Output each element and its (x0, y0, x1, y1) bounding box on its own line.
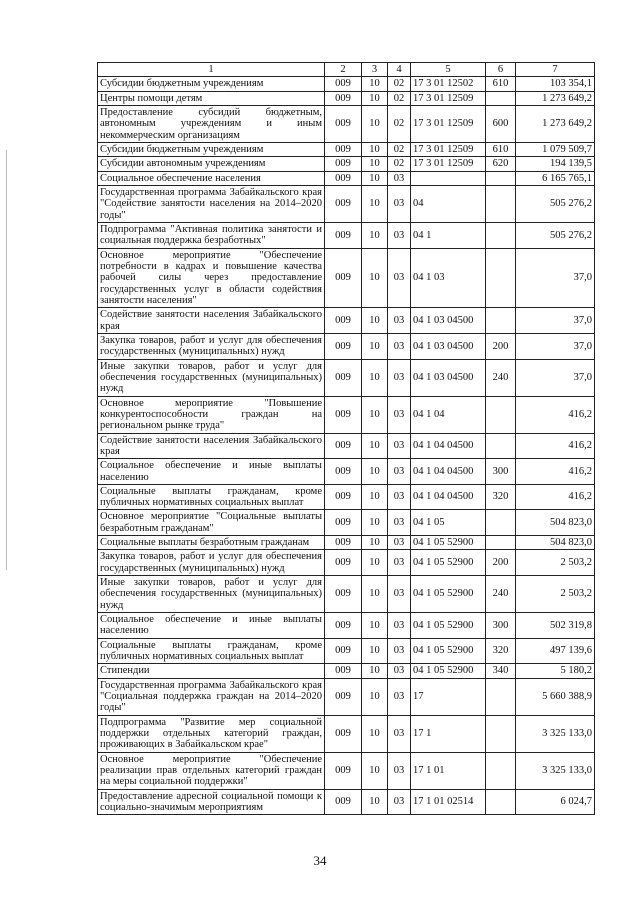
row-pr-cell: 03 (388, 576, 411, 613)
row-sum-cell: 416,2 (516, 433, 595, 459)
row-pr-cell: 03 (388, 550, 411, 576)
row-grbs-cell: 009 (325, 678, 362, 715)
row-csr-cell: 04 1 05 52900 (411, 613, 486, 639)
table-body (98, 77, 595, 815)
row-csr-cell: 17 3 01 12509 (411, 91, 486, 105)
row-sum-cell: 505 276,2 (516, 185, 595, 222)
row-name-cell: Социальное обеспечение населения (98, 171, 325, 185)
table-row (98, 333, 595, 359)
row-pr-cell: 03 (388, 222, 411, 248)
row-name-cell: Стипендии (98, 664, 325, 678)
row-vr-cell (486, 91, 516, 105)
row-vr-cell: 610 (486, 142, 516, 156)
row-rz-cell: 10 (362, 550, 388, 576)
row-name-cell: Субсидии автономным учреждениям (98, 157, 325, 171)
row-vr-cell: 300 (486, 459, 516, 485)
row-pr-cell: 03 (388, 185, 411, 222)
row-csr-cell: 04 1 04 04500 (411, 433, 486, 459)
row-sum-cell: 6 024,7 (516, 789, 595, 815)
row-vr-cell (486, 396, 516, 433)
row-name-cell: Основное мероприятие "Повышение конкурентоспособности граждан на региональном рынке труда" (98, 396, 325, 433)
row-name-cell: Предоставление субсидий бюджетным, автономным учреждениям и иным некоммерческим организациям (98, 105, 325, 142)
row-rz-cell: 10 (362, 105, 388, 142)
row-vr-cell (486, 789, 516, 815)
row-grbs-cell: 009 (325, 396, 362, 433)
row-name-cell: Государственная программа Забайкальского края "Содействие занятости населения на 2014–2020 годы" (98, 185, 325, 222)
row-csr-cell: 17 1 01 02514 (411, 789, 486, 815)
row-vr-cell: 620 (486, 157, 516, 171)
table-row (98, 752, 595, 789)
row-name-cell: Социальные выплаты гражданам, кроме публичных нормативных социальных выплат (98, 484, 325, 510)
row-sum-cell: 1 273 649,2 (516, 105, 595, 142)
table-row (98, 171, 595, 185)
row-sum-cell: 416,2 (516, 484, 595, 510)
row-pr-cell: 02 (388, 142, 411, 156)
row-rz-cell: 10 (362, 333, 388, 359)
row-sum-cell: 5 180,2 (516, 664, 595, 678)
row-pr-cell: 03 (388, 510, 411, 536)
row-csr-cell (411, 171, 486, 185)
row-vr-cell (486, 248, 516, 308)
row-sum-cell: 194 139,5 (516, 157, 595, 171)
header-cell-rz: 3 (362, 63, 388, 77)
table-header-row (98, 63, 595, 77)
row-vr-cell: 320 (486, 484, 516, 510)
row-pr-cell: 03 (388, 678, 411, 715)
row-rz-cell: 10 (362, 359, 388, 396)
row-csr-cell: 04 1 05 52900 (411, 664, 486, 678)
row-rz-cell: 10 (362, 638, 388, 664)
row-grbs-cell: 009 (325, 536, 362, 550)
row-name-cell: Социальное обеспечение и иные выплаты населению (98, 459, 325, 485)
row-rz-cell: 10 (362, 91, 388, 105)
row-name-cell: Подпрограмма "Развитие мер социальной поддержки отдельных категорий граждан, проживающих в Забайкальском крае" (98, 715, 325, 752)
table-row (98, 308, 595, 334)
table-row (98, 105, 595, 142)
row-pr-cell: 03 (388, 459, 411, 485)
row-vr-cell: 320 (486, 638, 516, 664)
row-vr-cell (486, 510, 516, 536)
row-grbs-cell: 009 (325, 333, 362, 359)
row-sum-cell: 37,0 (516, 359, 595, 396)
row-rz-cell: 10 (362, 77, 388, 91)
row-csr-cell: 04 1 04 04500 (411, 459, 486, 485)
row-grbs-cell: 009 (325, 484, 362, 510)
row-name-cell: Социальные выплаты безработным гражданам (98, 536, 325, 550)
row-grbs-cell: 009 (325, 142, 362, 156)
row-rz-cell: 10 (362, 664, 388, 678)
row-grbs-cell: 009 (325, 664, 362, 678)
header-cell-csr: 5 (411, 63, 486, 77)
row-pr-cell: 03 (388, 308, 411, 334)
row-grbs-cell: 009 (325, 550, 362, 576)
row-grbs-cell: 009 (325, 789, 362, 815)
row-rz-cell: 10 (362, 613, 388, 639)
row-csr-cell: 04 1 04 04500 (411, 484, 486, 510)
row-grbs-cell: 009 (325, 715, 362, 752)
row-name-cell: Иные закупки товаров, работ и услуг для обеспечения государственных (муниципальных) нужд (98, 576, 325, 613)
header-cell-name: 1 (98, 63, 325, 77)
row-name-cell: Государственная программа Забайкальского края "Социальная поддержка граждан на 2014–2020 годы" (98, 678, 325, 715)
row-rz-cell: 10 (362, 536, 388, 550)
row-sum-cell: 504 823,0 (516, 536, 595, 550)
row-pr-cell: 03 (388, 433, 411, 459)
row-sum-cell: 497 139,6 (516, 638, 595, 664)
row-grbs-cell: 009 (325, 171, 362, 185)
row-name-cell: Социальное обеспечение и иные выплаты населению (98, 613, 325, 639)
table-row (98, 222, 595, 248)
budget-table (97, 62, 595, 815)
row-csr-cell: 04 1 (411, 222, 486, 248)
row-sum-cell: 504 823,0 (516, 510, 595, 536)
table-row (98, 77, 595, 91)
row-grbs-cell: 009 (325, 613, 362, 639)
row-grbs-cell: 009 (325, 77, 362, 91)
row-pr-cell: 03 (388, 484, 411, 510)
table-row (98, 396, 595, 433)
scan-edge-mark (6, 150, 7, 570)
row-pr-cell: 03 (388, 664, 411, 678)
table-row (98, 664, 595, 678)
row-grbs-cell: 009 (325, 752, 362, 789)
row-vr-cell: 200 (486, 333, 516, 359)
row-rz-cell: 10 (362, 484, 388, 510)
table-row (98, 550, 595, 576)
row-pr-cell: 03 (388, 715, 411, 752)
row-pr-cell: 03 (388, 536, 411, 550)
row-pr-cell: 03 (388, 638, 411, 664)
row-sum-cell: 505 276,2 (516, 222, 595, 248)
row-sum-cell: 1 079 509,7 (516, 142, 595, 156)
row-grbs-cell: 009 (325, 638, 362, 664)
row-sum-cell: 3 325 133,0 (516, 715, 595, 752)
row-vr-cell (486, 185, 516, 222)
row-csr-cell: 17 1 (411, 715, 486, 752)
row-csr-cell: 04 1 04 (411, 396, 486, 433)
row-rz-cell: 10 (362, 459, 388, 485)
row-grbs-cell: 009 (325, 433, 362, 459)
row-grbs-cell: 009 (325, 105, 362, 142)
row-name-cell: Основное мероприятие "Обеспечение реализации прав отдельных категорий граждан на меры социальной поддержки" (98, 752, 325, 789)
row-rz-cell: 10 (362, 433, 388, 459)
table-row (98, 638, 595, 664)
row-name-cell: Иные закупки товаров, работ и услуг для обеспечения государственных (муниципальных) нужд (98, 359, 325, 396)
row-csr-cell: 04 1 03 04500 (411, 333, 486, 359)
row-csr-cell: 17 (411, 678, 486, 715)
row-rz-cell: 10 (362, 308, 388, 334)
row-pr-cell: 03 (388, 248, 411, 308)
row-sum-cell: 37,0 (516, 248, 595, 308)
table-row (98, 613, 595, 639)
row-rz-cell: 10 (362, 248, 388, 308)
table-row (98, 91, 595, 105)
row-vr-cell (486, 222, 516, 248)
row-name-cell: Субсидии бюджетным учреждениям (98, 77, 325, 91)
row-csr-cell: 17 3 01 12509 (411, 105, 486, 142)
row-sum-cell: 2 503,2 (516, 576, 595, 613)
row-pr-cell: 02 (388, 91, 411, 105)
row-rz-cell: 10 (362, 576, 388, 613)
row-pr-cell: 03 (388, 333, 411, 359)
row-rz-cell: 10 (362, 789, 388, 815)
row-grbs-cell: 009 (325, 459, 362, 485)
row-rz-cell: 10 (362, 157, 388, 171)
row-rz-cell: 10 (362, 715, 388, 752)
row-grbs-cell: 009 (325, 308, 362, 334)
row-name-cell: Содействие занятости населения Забайкальского края (98, 433, 325, 459)
row-pr-cell: 02 (388, 77, 411, 91)
table-row (98, 536, 595, 550)
row-sum-cell: 5 660 388,9 (516, 678, 595, 715)
row-csr-cell: 04 1 05 52900 (411, 638, 486, 664)
row-rz-cell: 10 (362, 222, 388, 248)
row-grbs-cell: 009 (325, 91, 362, 105)
row-vr-cell (486, 171, 516, 185)
row-rz-cell: 10 (362, 510, 388, 536)
row-pr-cell: 03 (388, 752, 411, 789)
row-vr-cell (486, 678, 516, 715)
row-rz-cell: 10 (362, 171, 388, 185)
row-vr-cell: 240 (486, 576, 516, 613)
row-vr-cell (486, 433, 516, 459)
row-rz-cell: 10 (362, 678, 388, 715)
row-vr-cell: 610 (486, 77, 516, 91)
table-row (98, 576, 595, 613)
table-row (98, 359, 595, 396)
row-sum-cell: 2 503,2 (516, 550, 595, 576)
row-csr-cell: 04 1 03 (411, 248, 486, 308)
table-row (98, 484, 595, 510)
row-vr-cell (486, 752, 516, 789)
row-csr-cell: 17 3 01 12502 (411, 77, 486, 91)
row-pr-cell: 03 (388, 171, 411, 185)
row-rz-cell: 10 (362, 752, 388, 789)
page-number: 34 (313, 853, 327, 868)
row-pr-cell: 03 (388, 789, 411, 815)
row-grbs-cell: 009 (325, 510, 362, 536)
row-csr-cell: 04 1 05 52900 (411, 576, 486, 613)
row-grbs-cell: 009 (325, 576, 362, 613)
row-sum-cell: 502 319,8 (516, 613, 595, 639)
row-sum-cell: 416,2 (516, 396, 595, 433)
row-name-cell: Субсидии бюджетным учреждениям (98, 142, 325, 156)
table-row (98, 510, 595, 536)
row-csr-cell: 04 1 05 52900 (411, 536, 486, 550)
row-vr-cell: 300 (486, 613, 516, 639)
row-grbs-cell: 009 (325, 222, 362, 248)
row-sum-cell: 416,2 (516, 459, 595, 485)
row-name-cell: Закупка товаров, работ и услуг для обеспечения государственных (муниципальных) нужд (98, 333, 325, 359)
row-grbs-cell: 009 (325, 359, 362, 396)
row-grbs-cell: 009 (325, 185, 362, 222)
table-row (98, 157, 595, 171)
row-name-cell: Социальные выплаты гражданам, кроме публичных нормативных социальных выплат (98, 638, 325, 664)
table-row (98, 433, 595, 459)
row-csr-cell: 04 (411, 185, 486, 222)
row-pr-cell: 03 (388, 396, 411, 433)
row-vr-cell (486, 308, 516, 334)
row-csr-cell: 04 1 05 (411, 510, 486, 536)
row-rz-cell: 10 (362, 142, 388, 156)
header-cell-vr: 6 (486, 63, 516, 77)
row-pr-cell: 03 (388, 359, 411, 396)
table-row (98, 459, 595, 485)
row-name-cell: Содействие занятости населения Забайкальского края (98, 308, 325, 334)
header-cell-sum: 7 (516, 63, 595, 77)
table-row (98, 678, 595, 715)
row-name-cell: Закупка товаров, работ и услуг для обеспечения государственных (муниципальных) нужд (98, 550, 325, 576)
row-csr-cell: 17 3 01 12509 (411, 157, 486, 171)
row-grbs-cell: 009 (325, 248, 362, 308)
row-sum-cell: 37,0 (516, 308, 595, 334)
header-cell-grbs: 2 (325, 63, 362, 77)
row-pr-cell: 02 (388, 157, 411, 171)
header-cell-pr: 4 (388, 63, 411, 77)
row-sum-cell: 6 165 765,1 (516, 171, 595, 185)
row-vr-cell (486, 715, 516, 752)
row-pr-cell: 03 (388, 613, 411, 639)
row-sum-cell: 37,0 (516, 333, 595, 359)
table-row (98, 715, 595, 752)
row-rz-cell: 10 (362, 185, 388, 222)
row-csr-cell: 17 1 01 (411, 752, 486, 789)
row-csr-cell: 04 1 03 04500 (411, 359, 486, 396)
row-name-cell: Центры помощи детям (98, 91, 325, 105)
row-rz-cell: 10 (362, 396, 388, 433)
row-pr-cell: 02 (388, 105, 411, 142)
table-row (98, 185, 595, 222)
row-csr-cell: 17 3 01 12509 (411, 142, 486, 156)
row-vr-cell: 240 (486, 359, 516, 396)
row-name-cell: Предоставление адресной социальной помощи к социально-значимым мероприятиям (98, 789, 325, 815)
table-row (98, 248, 595, 308)
row-grbs-cell: 009 (325, 157, 362, 171)
row-sum-cell: 103 354,1 (516, 77, 595, 91)
row-name-cell: Подпрограмма "Активная политика занятости и социальная поддержка безработных" (98, 222, 325, 248)
row-vr-cell: 200 (486, 550, 516, 576)
row-csr-cell: 04 1 05 52900 (411, 550, 486, 576)
row-vr-cell: 340 (486, 664, 516, 678)
row-sum-cell: 1 273 649,2 (516, 91, 595, 105)
row-sum-cell: 3 325 133,0 (516, 752, 595, 789)
row-csr-cell: 04 1 03 04500 (411, 308, 486, 334)
row-vr-cell: 600 (486, 105, 516, 142)
row-name-cell: Основное мероприятие "Обеспечение потребности в кадрах и повышение качества рабочей силы через предоставление государственных услуг в области содействия занятости населения" (98, 248, 325, 308)
row-vr-cell (486, 536, 516, 550)
table-row (98, 789, 595, 815)
table-row (98, 142, 595, 156)
row-name-cell: Основное мероприятие "Социальные выплаты безработным гражданам" (98, 510, 325, 536)
